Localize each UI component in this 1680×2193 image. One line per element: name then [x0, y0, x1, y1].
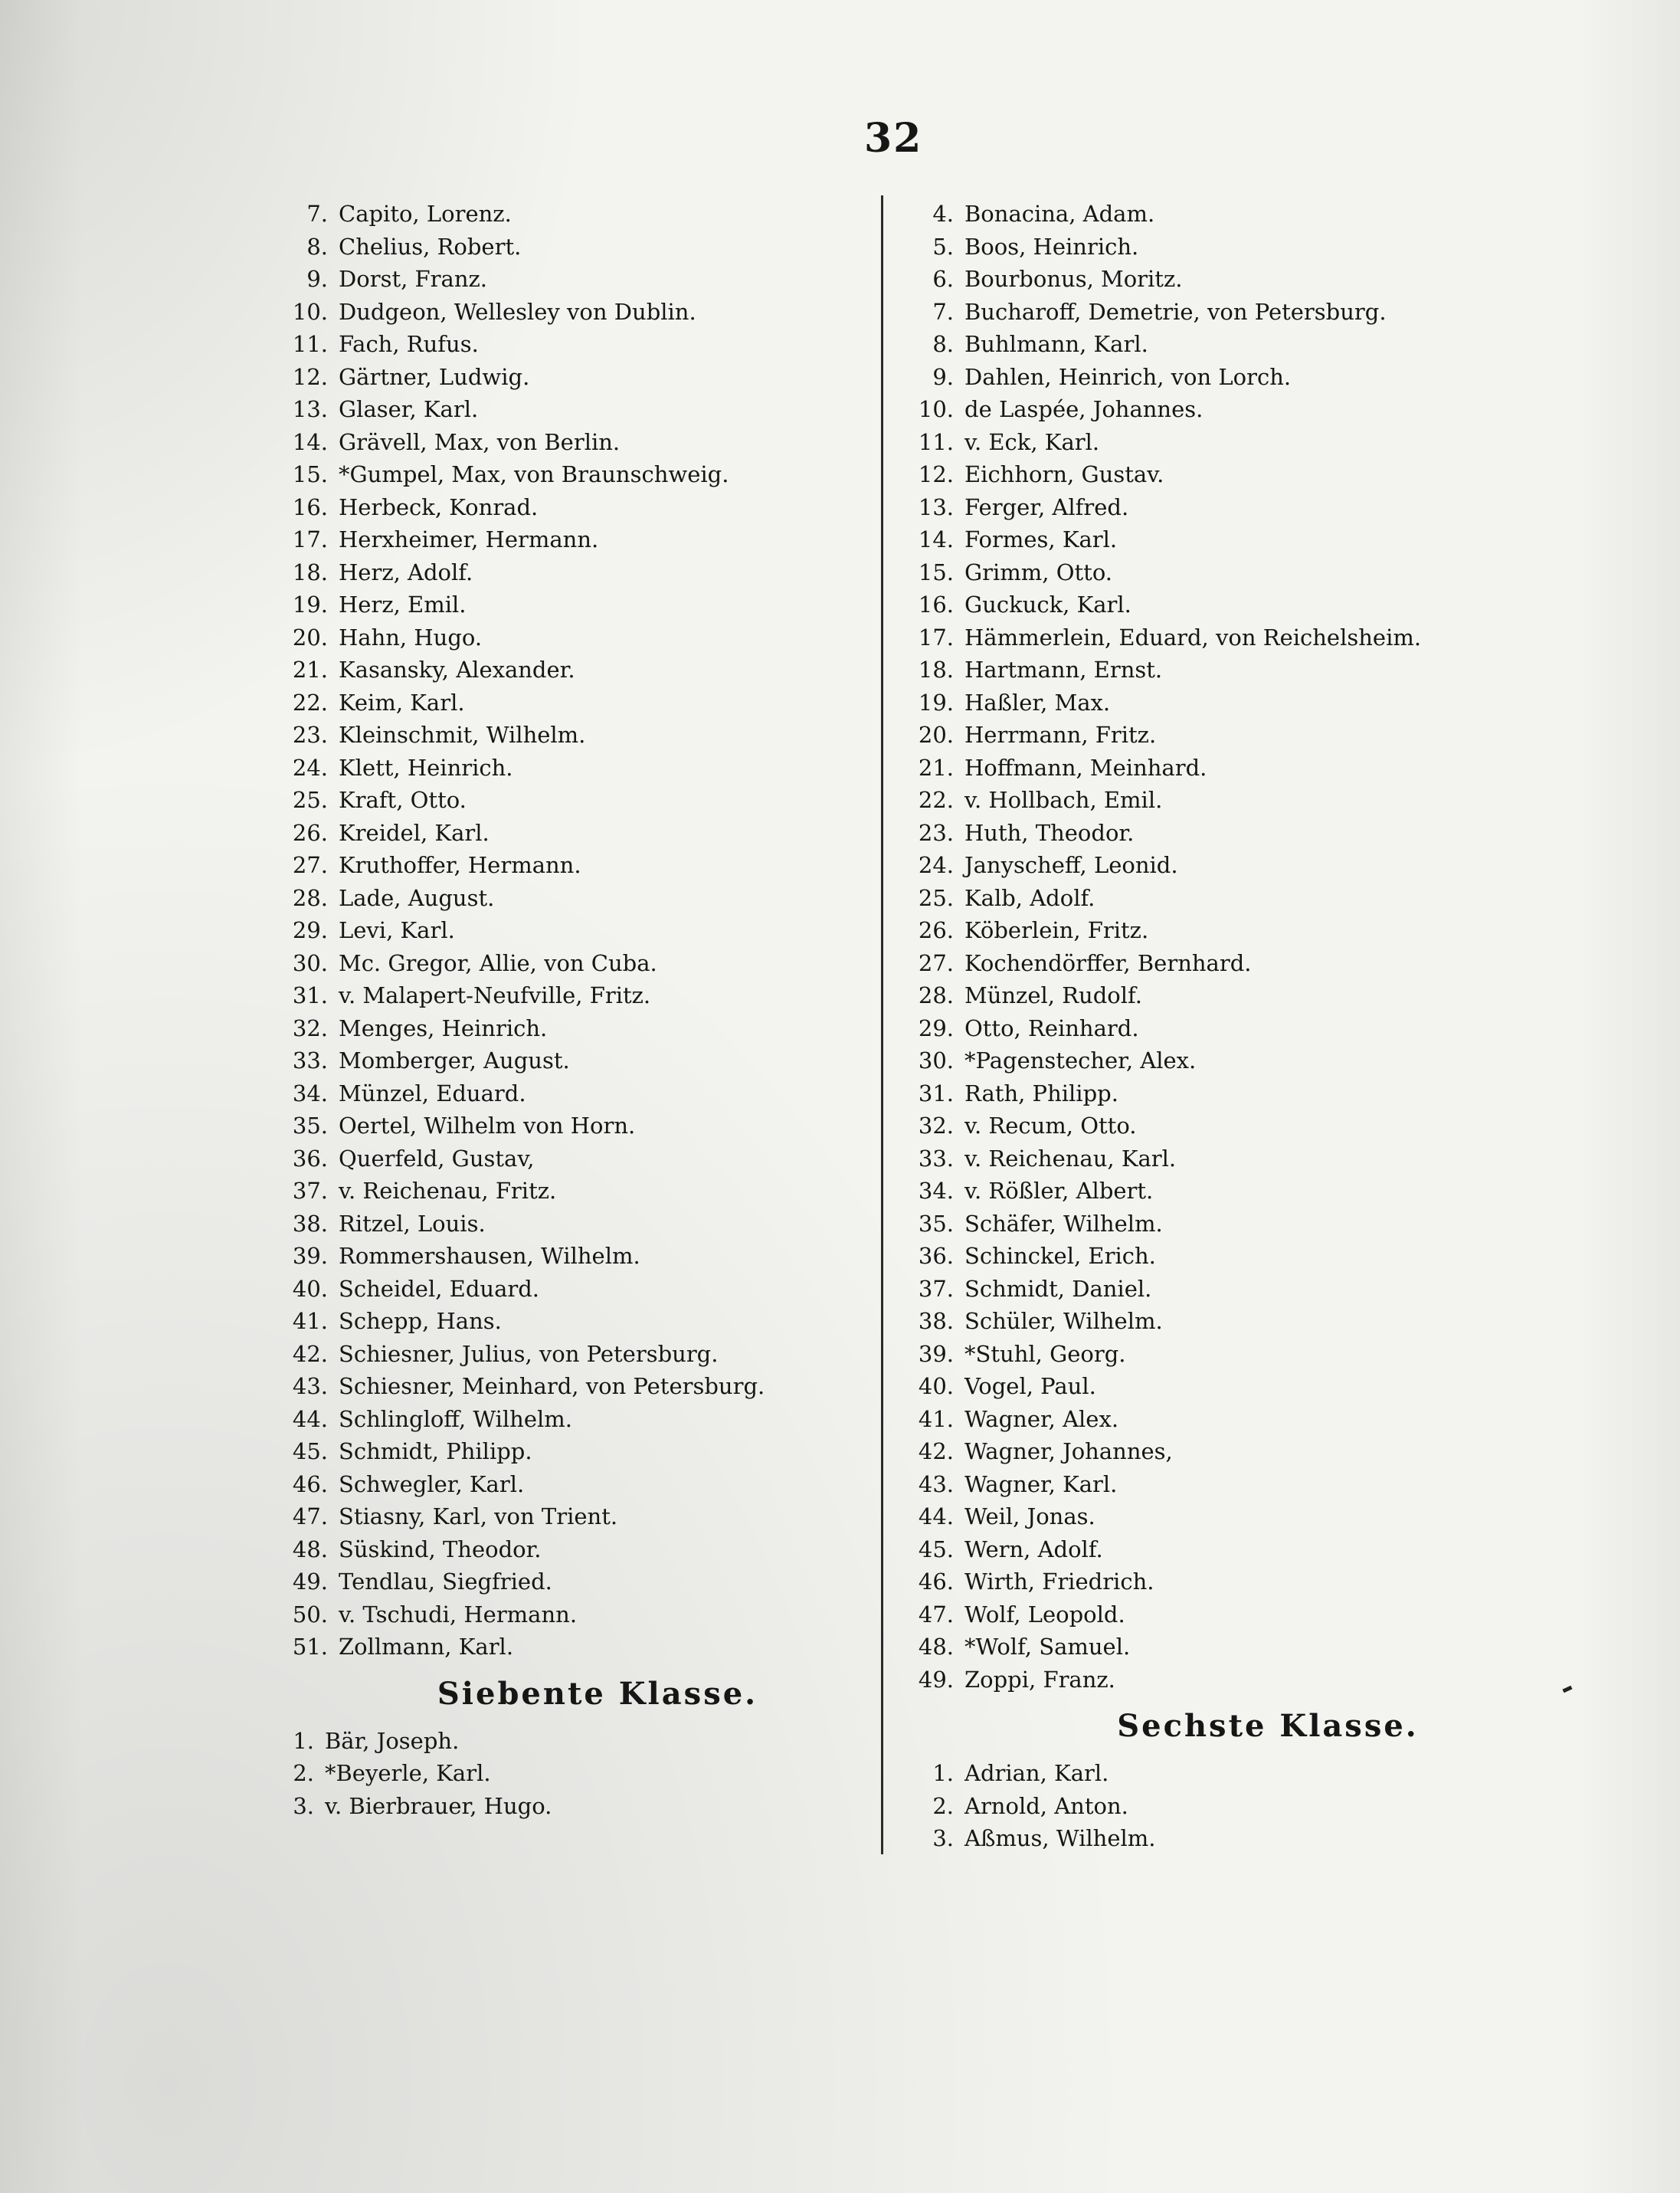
list-item: [915, 1533, 1544, 1566]
student-name: v. Tschudi, Hermann.: [339, 1601, 578, 1628]
entry-number: 42.: [918, 1438, 954, 1464]
entry-number: 29.: [292, 917, 328, 943]
list-item: [260, 198, 866, 231]
list-item: [915, 1631, 1544, 1664]
student-name: Formes, Karl.: [964, 526, 1118, 552]
entry-number: 31.: [918, 1080, 954, 1106]
entry-number: 9.: [306, 266, 328, 292]
list-item: [260, 817, 866, 850]
list-item: [915, 1468, 1544, 1501]
list-item: [260, 491, 866, 524]
list-item: [915, 556, 1544, 589]
entry-number: 44.: [918, 1503, 954, 1529]
student-name: Otto, Reinhard.: [964, 1015, 1139, 1041]
student-name: v. Hollbach, Emil.: [964, 787, 1163, 813]
column-divider: [881, 195, 883, 1854]
student-name: Dahlen, Heinrich, von Lorch.: [964, 363, 1292, 390]
list-item: [915, 328, 1544, 361]
entry-number: 41.: [918, 1405, 954, 1432]
student-name: Stiasny, Karl, von Trient.: [339, 1503, 618, 1529]
list-item: [260, 1403, 866, 1436]
student-name: Dudgeon, Wellesley von Dublin.: [339, 298, 696, 325]
entry-number: 41.: [292, 1308, 328, 1334]
list-item: [915, 1565, 1544, 1598]
list-item: [260, 1175, 866, 1208]
list-item: [915, 1664, 1544, 1696]
student-name: Levi, Karl.: [339, 917, 455, 943]
list-item: [915, 1044, 1544, 1077]
entry-number: 19.: [918, 689, 954, 716]
student-name: v. Eck, Karl.: [964, 428, 1100, 455]
list-item: [260, 1790, 866, 1823]
student-name: Guckuck, Karl.: [964, 592, 1131, 618]
student-name: Kochendörffer, Bernhard.: [964, 949, 1252, 976]
list-item: [915, 231, 1544, 264]
entry-number: 6.: [932, 266, 954, 292]
entry-number: 1.: [932, 1760, 954, 1786]
entry-number: 14.: [292, 428, 328, 455]
student-name: Kalb, Adolf.: [964, 884, 1095, 911]
entry-number: 29.: [918, 1015, 954, 1041]
list-item: [260, 588, 866, 621]
student-name: Zoppi, Franz.: [964, 1666, 1115, 1693]
student-name: Kleinschmit, Wilhelm.: [339, 722, 586, 748]
entry-number: 3.: [293, 1792, 314, 1819]
student-name: v. Reichenau, Karl.: [964, 1145, 1177, 1172]
list-item: [260, 784, 866, 817]
list-item: [915, 523, 1544, 556]
entry-number: 28.: [292, 884, 328, 911]
list-item: [915, 588, 1544, 621]
entry-number: 27.: [292, 852, 328, 878]
student-name: Wagner, Karl.: [964, 1470, 1118, 1497]
student-name: Vogel, Paul.: [964, 1373, 1096, 1399]
list-item: [915, 491, 1544, 524]
student-name: Hoffmann, Meinhard.: [964, 754, 1207, 781]
list-item: [260, 1533, 866, 1566]
list-item: [915, 1435, 1544, 1468]
list-item: [260, 556, 866, 589]
student-name: Bonacina, Adam.: [964, 201, 1155, 227]
list-item: [260, 1110, 866, 1142]
list-item: [260, 1338, 866, 1371]
list-item: [915, 1757, 1544, 1790]
student-name: v. Bierbrauer, Hugo.: [325, 1792, 552, 1819]
student-name: Wagner, Johannes,: [964, 1438, 1173, 1464]
student-name: Herbeck, Konrad.: [339, 493, 539, 520]
list-item: [260, 849, 866, 882]
student-name: Adrian, Karl.: [964, 1760, 1109, 1786]
entry-number: 11.: [292, 331, 328, 357]
entry-number: 31.: [292, 982, 328, 1008]
entry-number: 33.: [918, 1145, 954, 1172]
entry-number: 35.: [918, 1210, 954, 1237]
student-name: Schiesner, Meinhard, von Petersburg.: [339, 1373, 765, 1399]
student-name: Weil, Jonas.: [964, 1503, 1095, 1529]
student-name: de Laspée, Johannes.: [964, 396, 1204, 422]
student-name: Schwegler, Karl.: [339, 1470, 525, 1497]
list-item: [915, 1273, 1544, 1306]
student-name: Kraft, Otto.: [339, 787, 467, 813]
list-item: [260, 361, 866, 394]
student-name: Hahn, Hugo.: [339, 624, 483, 651]
entry-number: 33.: [292, 1047, 328, 1074]
student-name: Schepp, Hans.: [339, 1308, 502, 1334]
entry-number: 15.: [292, 461, 328, 487]
entry-number: 18.: [292, 559, 328, 585]
list-item: [915, 426, 1544, 459]
list-item: [915, 393, 1544, 426]
list-item: [260, 882, 866, 915]
entry-number: 25.: [918, 884, 954, 911]
entry-number: 36.: [918, 1243, 954, 1269]
student-name: Ferger, Alfred.: [964, 493, 1129, 520]
entry-number: 40.: [292, 1275, 328, 1302]
list-item: [260, 231, 866, 264]
list-item: [260, 1468, 866, 1501]
class-heading: Sechste Klasse.: [1117, 1708, 1419, 1744]
list-item: [915, 817, 1544, 850]
list-item: [260, 1435, 866, 1468]
entry-number: 43.: [918, 1470, 954, 1497]
list-item: [260, 1500, 866, 1533]
list-item: [260, 1305, 866, 1338]
entry-number: 24.: [292, 754, 328, 781]
student-name: Momberger, August.: [339, 1047, 570, 1074]
entry-number: 26.: [918, 917, 954, 943]
student-name: Bourbonus, Moritz.: [964, 266, 1183, 292]
entry-number: 10.: [918, 396, 954, 422]
list-item: [260, 1725, 866, 1758]
student-name: *Gumpel, Max, von Braunschweig.: [339, 461, 729, 487]
list-item: [260, 296, 866, 329]
entry-number: 35.: [292, 1113, 328, 1139]
list-item: [260, 1565, 866, 1598]
list-item: [260, 947, 866, 980]
entry-number: 22.: [292, 689, 328, 716]
student-name: Oertel, Wilhelm von Horn.: [339, 1113, 636, 1139]
entry-number: 27.: [918, 949, 954, 976]
student-name: Wagner, Alex.: [964, 1405, 1119, 1432]
entry-number: 7.: [932, 298, 954, 325]
student-name: Wolf, Leopold.: [964, 1601, 1125, 1628]
student-name: v. Malapert-Neufville, Fritz.: [339, 982, 651, 1008]
entry-number: 17.: [918, 624, 954, 651]
entry-number: 39.: [292, 1243, 328, 1269]
list-item: [260, 621, 866, 654]
entry-number: 14.: [918, 526, 954, 552]
entry-number: 50.: [292, 1601, 328, 1628]
list-item: [915, 654, 1544, 687]
list-item: [915, 752, 1544, 785]
student-name: Eichhorn, Gustav.: [964, 461, 1164, 487]
student-name: Herrmann, Fritz.: [964, 722, 1157, 748]
entry-number: 48.: [292, 1536, 328, 1562]
entry-number: 12.: [292, 363, 328, 390]
entry-number: 16.: [292, 493, 328, 520]
entry-number: 7.: [306, 201, 328, 227]
page-number: 32: [864, 115, 923, 162]
student-name: Zollmann, Karl.: [339, 1634, 514, 1660]
student-name: Arnold, Anton.: [964, 1792, 1128, 1819]
list-item: [260, 1631, 866, 1664]
left-column: [260, 198, 866, 1822]
student-name: *Beyerle, Karl.: [325, 1760, 491, 1786]
entry-number: 45.: [918, 1536, 954, 1562]
student-name: v. Reichenau, Fritz.: [339, 1178, 557, 1204]
student-name: Querfeld, Gustav,: [339, 1145, 535, 1172]
list-item: [260, 426, 866, 459]
list-item: [915, 1403, 1544, 1436]
list-item: [915, 882, 1544, 915]
student-name: Menges, Heinrich.: [339, 1015, 548, 1041]
student-name: Schiesner, Julius, von Petersburg.: [339, 1340, 719, 1367]
student-name: Buhlmann, Karl.: [964, 331, 1148, 357]
entry-number: 20.: [292, 624, 328, 651]
entry-number: 23.: [292, 722, 328, 748]
entry-number: 21.: [292, 657, 328, 683]
ink-mark: [1563, 1686, 1573, 1693]
student-name: v. Recum, Otto.: [964, 1113, 1137, 1139]
entry-number: 48.: [918, 1634, 954, 1660]
entry-number: 49.: [292, 1569, 328, 1595]
entry-number: 25.: [292, 787, 328, 813]
student-name: Capito, Lorenz.: [339, 201, 512, 227]
list-item: [260, 654, 866, 687]
entry-number: 11.: [918, 428, 954, 455]
student-name: Hartmann, Ernst.: [964, 657, 1163, 683]
list-item: [915, 361, 1544, 394]
student-name: Bucharoff, Demetrie, von Petersburg.: [964, 298, 1387, 325]
entry-number: 44.: [292, 1405, 328, 1432]
list-item: [260, 328, 866, 361]
entry-number: 45.: [292, 1438, 328, 1464]
list-item: [915, 1175, 1544, 1208]
list-item: [915, 1790, 1544, 1823]
entry-number: 12.: [918, 461, 954, 487]
entry-number: 13.: [918, 493, 954, 520]
student-name: Rommershausen, Wilhelm.: [339, 1243, 640, 1269]
entry-number: 49.: [918, 1666, 954, 1693]
list-item: [915, 914, 1544, 947]
student-name: Herz, Adolf.: [339, 559, 473, 585]
entry-number: 13.: [292, 396, 328, 422]
student-name: Rath, Philipp.: [964, 1080, 1118, 1106]
list-item: [915, 1240, 1544, 1273]
list-item: [260, 1012, 866, 1045]
entry-number: 26.: [292, 819, 328, 846]
student-name: v. Rößler, Albert.: [964, 1178, 1154, 1204]
entry-number: 8.: [932, 331, 954, 357]
entry-number: 18.: [918, 657, 954, 683]
student-name: Grävell, Max, von Berlin.: [339, 428, 621, 455]
entry-number: 32.: [292, 1015, 328, 1041]
student-name: Mc. Gregor, Allie, von Cuba.: [339, 949, 657, 976]
class-heading: Siebente Klasse.: [437, 1675, 758, 1712]
student-name: Münzel, Rudolf.: [964, 982, 1142, 1008]
student-name: Kreidel, Karl.: [339, 819, 490, 846]
entry-number: 2.: [293, 1760, 314, 1786]
entry-number: 4.: [932, 201, 954, 227]
student-name: Bär, Joseph.: [325, 1727, 460, 1754]
student-name: *Stuhl, Georg.: [964, 1340, 1126, 1367]
entry-number: 24.: [918, 852, 954, 878]
right-column: [915, 198, 1544, 1855]
list-item: [915, 198, 1544, 231]
list-item: [915, 687, 1544, 720]
entry-number: 36.: [292, 1145, 328, 1172]
list-item: [260, 1142, 866, 1175]
student-name: Schüler, Wilhelm.: [964, 1308, 1163, 1334]
entry-number: 30.: [292, 949, 328, 976]
student-name: Kruthoffer, Hermann.: [339, 852, 581, 878]
list-item: [915, 1305, 1544, 1338]
entry-number: 22.: [918, 787, 954, 813]
entry-number: 38.: [918, 1308, 954, 1334]
student-name: *Pagenstecher, Alex.: [964, 1047, 1197, 1074]
student-name: Janyscheff, Leonid.: [964, 852, 1178, 878]
student-name: Herz, Emil.: [339, 592, 467, 618]
entry-number: 37.: [918, 1275, 954, 1302]
student-name: Süskind, Theodor.: [339, 1536, 542, 1562]
entry-number: 46.: [918, 1569, 954, 1595]
list-item: [915, 1500, 1544, 1533]
list-item: [915, 979, 1544, 1012]
list-item: [915, 784, 1544, 817]
list-item: [260, 1077, 866, 1110]
entry-number: 30.: [918, 1047, 954, 1074]
list-item: [915, 849, 1544, 882]
entry-number: 2.: [932, 1792, 954, 1819]
student-name: Schmidt, Daniel.: [964, 1275, 1152, 1302]
entry-number: 5.: [932, 233, 954, 260]
entry-number: 23.: [918, 819, 954, 846]
list-item: [260, 393, 866, 426]
list-item: [260, 1208, 866, 1241]
entry-number: 15.: [918, 559, 954, 585]
student-name: Wern, Adolf.: [964, 1536, 1103, 1562]
list-item: [260, 719, 866, 752]
entry-number: 42.: [292, 1340, 328, 1367]
list-item: [260, 1273, 866, 1306]
student-name: Kasansky, Alexander.: [339, 657, 575, 683]
entry-number: 32.: [918, 1113, 954, 1139]
entry-number: 21.: [918, 754, 954, 781]
list-item: [915, 1077, 1544, 1110]
entry-number: 1.: [293, 1727, 314, 1754]
entry-number: 46.: [292, 1470, 328, 1497]
entry-number: 34.: [292, 1080, 328, 1106]
list-item: [260, 263, 866, 296]
student-name: Fach, Rufus.: [339, 331, 479, 357]
student-name: Schlingloff, Wilhelm.: [339, 1405, 572, 1432]
list-item: [915, 1012, 1544, 1045]
list-item: [260, 1370, 866, 1403]
list-item: [915, 1370, 1544, 1403]
entry-number: 16.: [918, 592, 954, 618]
entry-number: 47.: [918, 1601, 954, 1628]
list-item: [260, 458, 866, 491]
entry-number: 10.: [292, 298, 328, 325]
list-item: [915, 1208, 1544, 1241]
student-name: Scheidel, Eduard.: [339, 1275, 540, 1302]
student-name: Lade, August.: [339, 884, 495, 911]
list-item: [260, 1240, 866, 1273]
student-name: Wirth, Friedrich.: [964, 1569, 1154, 1595]
list-item: [260, 979, 866, 1012]
entry-number: 19.: [292, 592, 328, 618]
list-item: [915, 296, 1544, 329]
student-name: Glaser, Karl.: [339, 396, 479, 422]
list-item: [260, 914, 866, 947]
student-name: Keim, Karl.: [339, 689, 465, 716]
student-name: Münzel, Eduard.: [339, 1080, 526, 1106]
student-name: Schmidt, Philipp.: [339, 1438, 532, 1464]
list-item: [915, 263, 1544, 296]
list-item: [915, 621, 1544, 654]
entry-number: 28.: [918, 982, 954, 1008]
student-name: Grimm, Otto.: [964, 559, 1112, 585]
student-name: Hämmerlein, Eduard, von Reichelsheim.: [964, 624, 1422, 651]
list-item: [260, 752, 866, 785]
entry-number: 51.: [292, 1634, 328, 1660]
entry-number: 8.: [306, 233, 328, 260]
student-name: Haßler, Max.: [964, 689, 1111, 716]
student-name: Huth, Theodor.: [964, 819, 1135, 846]
entry-number: 39.: [918, 1340, 954, 1367]
entry-number: 40.: [918, 1373, 954, 1399]
list-item: [260, 523, 866, 556]
entry-number: 20.: [918, 722, 954, 748]
student-name: Klett, Heinrich.: [339, 754, 513, 781]
student-name: Schinckel, Erich.: [964, 1243, 1156, 1269]
entry-number: 47.: [292, 1503, 328, 1529]
list-item: [260, 1598, 866, 1631]
student-name: Tendlau, Siegfried.: [339, 1569, 552, 1595]
list-item: [915, 1338, 1544, 1371]
student-name: Köberlein, Fritz.: [964, 917, 1149, 943]
list-item: [915, 1822, 1544, 1855]
list-item: [915, 458, 1544, 491]
list-item: [915, 1110, 1544, 1142]
list-item: [915, 947, 1544, 980]
list-item: [260, 1757, 866, 1790]
entry-number: 34.: [918, 1178, 954, 1204]
entry-number: 3.: [932, 1825, 954, 1851]
entry-number: 38.: [292, 1210, 328, 1237]
student-name: *Wolf, Samuel.: [964, 1634, 1131, 1660]
student-name: Aßmus, Wilhelm.: [964, 1825, 1156, 1851]
entry-number: 9.: [932, 363, 954, 390]
student-name: Herxheimer, Hermann.: [339, 526, 599, 552]
entry-number: 43.: [292, 1373, 328, 1399]
student-name: Boos, Heinrich.: [964, 233, 1139, 260]
entry-number: 37.: [292, 1178, 328, 1204]
student-name: Ritzel, Louis.: [339, 1210, 486, 1237]
student-name: Schäfer, Wilhelm.: [964, 1210, 1163, 1237]
list-item: [915, 719, 1544, 752]
list-item: [260, 687, 866, 720]
student-name: Chelius, Robert.: [339, 233, 522, 260]
student-name: Dorst, Franz.: [339, 266, 487, 292]
entry-number: 17.: [292, 526, 328, 552]
list-item: [915, 1598, 1544, 1631]
list-item: [915, 1142, 1544, 1175]
student-name: Gärtner, Ludwig.: [339, 363, 530, 390]
list-item: [260, 1044, 866, 1077]
